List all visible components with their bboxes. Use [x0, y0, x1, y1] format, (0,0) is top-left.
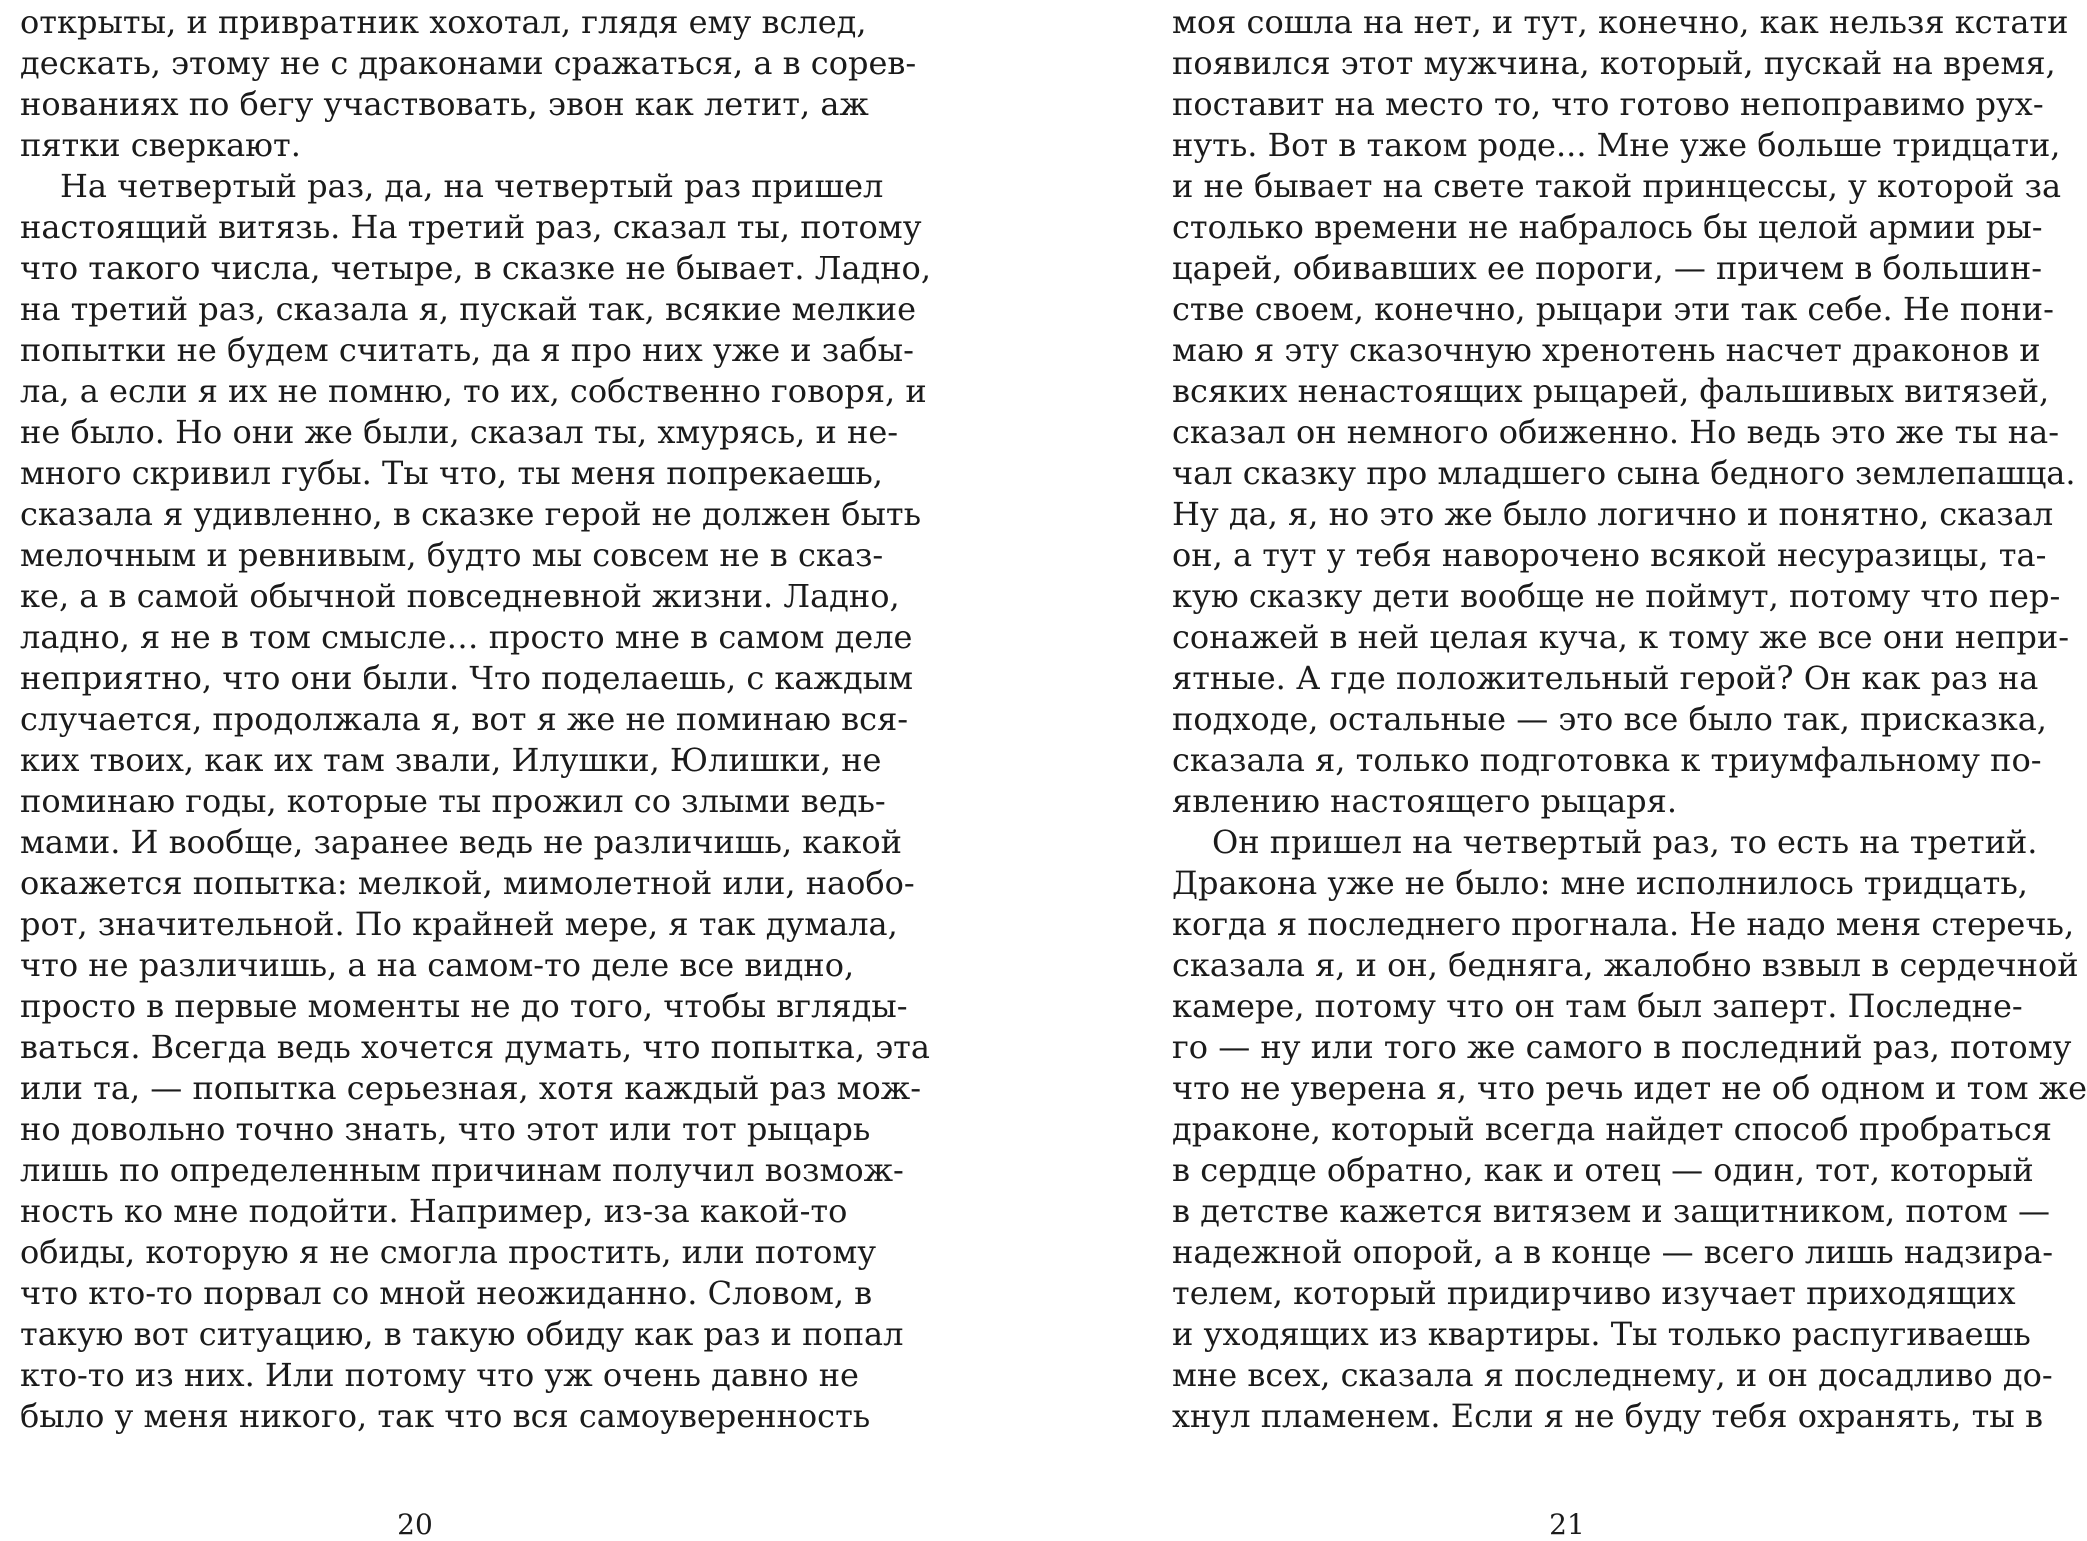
text-line: окажется попытка: мелкой, мимолетной или, наобо- — [20, 864, 915, 902]
text-line: мами. И вообще, заранее ведь не различишь, какой — [20, 823, 902, 861]
text-line: просто в первые моменты не до того, чтобы вгляды- — [20, 987, 908, 1025]
text-line: было у меня никого, так что вся самоуверенность — [20, 1397, 871, 1435]
text-line: чал сказку про младшего сына бедного землепашца. — [1172, 454, 2076, 492]
text-line: сказала я удивленно, в сказке герой не должен быть — [20, 495, 922, 533]
text-line: поставит на место то, что готово непоправимо рух- — [1172, 85, 2044, 123]
text-line: Дракона уже не было: мне исполнилось тридцать, — [1172, 864, 2028, 902]
text-line: телем, который придирчиво изучает приходящих — [1172, 1274, 2016, 1312]
text-line: царей, обивавших ее пороги, — причем в большин- — [1172, 249, 2042, 287]
text-line: появился этот мужчина, который, пускай на время, — [1172, 44, 2056, 82]
text-line: ла, а если я их не помню, то их, собственно говоря, и — [20, 372, 927, 410]
text-line: кто-то из них. Или потому что уж очень давно не — [20, 1356, 859, 1394]
left-page — [20, 0, 931, 1541]
text-line: что кто-то порвал со мной неожиданно. Словом, в — [20, 1274, 873, 1312]
text-line: хнул пламенем. Если я не буду тебя охранять, ты в — [1172, 1397, 2043, 1435]
text-line: Ну да, я, но это же было логично и понятно, сказал — [1172, 495, 2054, 533]
text-line: рот, значительной. По крайней мере, я так думала, — [20, 905, 898, 943]
left-page-number: 20 — [397, 1508, 433, 1541]
text-line: подходе, остальные — это все было так, присказка, — [1172, 700, 2047, 738]
text-line: маю я эту сказочную хренотень насчет драконов и — [1172, 331, 2041, 369]
text-line: неприятно, что они были. Что поделаешь, с каждым — [20, 659, 913, 697]
text-line: много скривил губы. Ты что, ты меня попрекаешь, — [20, 454, 883, 492]
text-line: и не бывает на свете такой принцессы, у которой за — [1172, 167, 2062, 205]
text-line: на третий раз, сказала я, пускай так, всякие мелкие — [20, 290, 916, 328]
text-line: или та, — попытка серьезная, хотя каждый раз мож- — [20, 1069, 922, 1107]
text-line: в детстве кажется витязем и защитником, потом — — [1172, 1192, 2050, 1230]
text-line: надежной опорой, а в конце — всего лишь надзира- — [1172, 1233, 2054, 1271]
text-line: случается, продолжала я, вот я же не поминаю вся- — [20, 700, 909, 738]
text-line: пятки сверкают. — [20, 126, 301, 164]
text-line: ладно, я не в том смысле… просто мне в самом деле — [20, 618, 913, 656]
text-line: сонажей в ней целая куча, к тому же все они непри- — [1172, 618, 2070, 656]
text-line: настоящий витязь. На третий раз, сказал ты, потому — [20, 208, 922, 246]
text-line: Он пришел на четвертый раз, то есть на третий. — [1212, 823, 2038, 861]
text-line: такую вот ситуацию, в такую обиду как раз и попал — [20, 1315, 904, 1353]
text-line: сказала я, только подготовка к триумфальному по- — [1172, 741, 2042, 779]
text-line: попытки не будем считать, да я про них уже и забы- — [20, 331, 914, 369]
text-line: камере, потому что он там был заперт. Последне- — [1172, 987, 2023, 1025]
text-line: ятные. А где положительный герой? Он как раз на — [1172, 659, 2039, 697]
text-line: го — ну или того же самого в последний раз, потому — [1172, 1028, 2072, 1066]
text-line: что такого числа, четыре, в сказке не бывает. Ладно, — [20, 249, 931, 287]
text-line: стве своем, конечно, рыцари эти так себе. Не пони- — [1172, 290, 2054, 328]
text-line: явлению настоящего рыцаря. — [1172, 782, 1677, 820]
text-line: что не уверена я, что речь идет не об одном и том же — [1172, 1069, 2087, 1107]
text-line: обиды, которую я не смогла простить, или потому — [20, 1233, 877, 1271]
text-line: моя сошла на нет, и тут, конечно, как нельзя кстати — [1172, 3, 2069, 41]
text-line: он, а тут у тебя наворочено всякой несуразицы, та- — [1172, 536, 2047, 574]
text-line: что не различишь, а на самом-то деле все видно, — [20, 946, 855, 984]
text-line: столько времени не набралось бы целой армии ры- — [1172, 208, 2043, 246]
text-line: ваться. Всегда ведь хочется думать, что попытка, эта — [20, 1028, 930, 1066]
text-line: ке, а в самой обычной повседневной жизни. Ладно, — [20, 577, 900, 615]
text-line: не было. Но они же были, сказал ты, хмурясь, и не- — [20, 413, 899, 451]
text-line: дескать, этому не с драконами сражаться, а в сорев- — [20, 44, 917, 82]
text-line: открыты, и привратник хохотал, глядя ему вслед, — [20, 3, 867, 41]
text-line: в сердце обратно, как и отец — один, тот, который — [1172, 1151, 2034, 1189]
text-line: поминаю годы, которые ты прожил со злыми ведь- — [20, 782, 886, 820]
text-line: но довольно точно знать, что этот или тот рыцарь — [20, 1110, 871, 1148]
text-line: На четвертый раз, да, на четвертый раз пришел — [60, 167, 884, 205]
text-line: мне всех, сказала я последнему, и он досадливо до- — [1172, 1356, 2053, 1394]
right-page-text — [1172, 2, 2087, 1437]
text-line: сказал он немного обиженно. Но ведь это же ты на- — [1172, 413, 2060, 451]
text-line: нованиях по бегу участвовать, эвон как летит, аж — [20, 85, 869, 123]
text-line: ность ко мне подойти. Например, из-за какой-то — [20, 1192, 848, 1230]
text-line: всяких ненастоящих рыцарей, фальшивых витязей, — [1172, 372, 2050, 410]
text-line: драконе, который всегда найдет способ пробраться — [1172, 1110, 2052, 1148]
text-line: ких твоих, как их там звали, Илушки, Юлишки, не — [20, 741, 882, 779]
text-line: мелочным и ревнивым, будто мы совсем не в сказ- — [20, 536, 884, 574]
text-line: и уходящих из квартиры. Ты только распугиваешь — [1172, 1315, 2031, 1353]
text-line: сказала я, и он, бедняга, жалобно взвыл в сердечной — [1172, 946, 2079, 984]
right-page-number: 21 — [1549, 1508, 1585, 1541]
right-page — [1172, 0, 2087, 1541]
text-line: когда я последнего прогнала. Не надо меня стеречь, — [1172, 905, 2075, 943]
text-line: лишь по определенным причинам получил возмож- — [20, 1151, 904, 1189]
text-line: нуть. Вот в таком роде... Мне уже больше тридцати, — [1172, 126, 2061, 164]
left-page-text — [20, 2, 931, 1437]
text-line: кую сказку дети вообще не поймут, потому что пер- — [1172, 577, 2061, 615]
